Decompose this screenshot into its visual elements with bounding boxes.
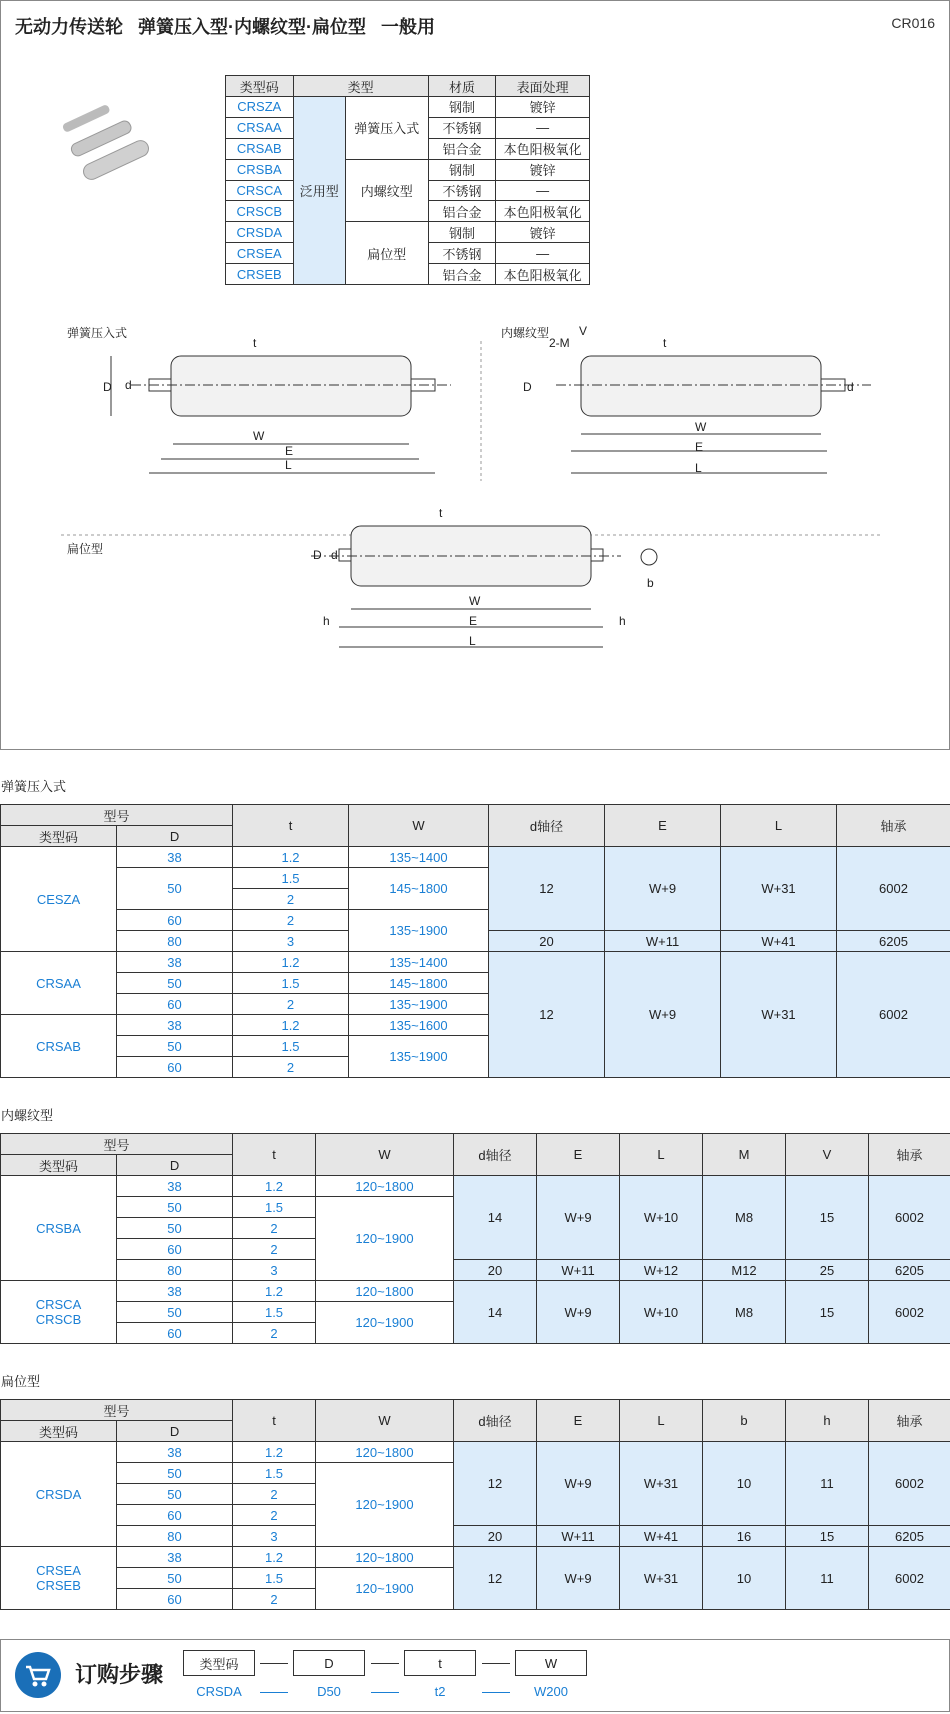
type-code[interactable]: CRSAB [1,1015,117,1078]
cell-t: 3 [233,1260,316,1281]
cell-D: 38 [117,952,233,973]
order-value-code: CRSDA [196,1684,242,1699]
cell-t: 3 [233,1526,316,1547]
spring-spec-table [0,804,950,1078]
subtype-cell: 弹簧压入式 [345,97,428,160]
cell-D: 60 [117,1589,233,1610]
cell-E: W+11 [537,1526,620,1547]
th-code: 类型码 [1,1155,117,1176]
finish-cell: 本色阳极氧化 [496,138,590,159]
cell-E: W+9 [537,1547,620,1610]
cell-D: 80 [117,931,233,952]
cell-D: 80 [117,1260,233,1281]
dim-b: b [647,576,654,590]
dim-E: E [285,444,294,458]
material-cell: 不锈钢 [428,117,496,138]
order-label-W: W [515,1650,587,1676]
cell-W: 120~1900 [316,1197,454,1281]
cell-D: 60 [117,994,233,1015]
th-D: D [117,1155,233,1176]
cell-E: W+9 [537,1442,620,1526]
dim-h: h [619,614,626,628]
cell-d: 12 [454,1442,537,1526]
cell-t: 2 [233,1484,316,1505]
cell-t: 1.2 [233,1442,316,1463]
cell-W: 135~1400 [349,952,489,973]
th-bearing: 轴承 [869,1400,950,1442]
th-code: 类型码 [1,1421,117,1442]
dim-W: W [469,594,481,608]
cell-W: 120~1900 [316,1302,454,1344]
dim-W: W [253,429,265,443]
cell-D: 80 [117,1526,233,1547]
order-value-D: D50 [317,1684,341,1699]
dim-t: t [663,336,667,350]
order-steps-panel [0,1639,950,1712]
dim-E: E [469,614,478,628]
dim-d: d [847,380,854,394]
cell-bearing: 6002 [869,1281,950,1344]
cell-W: 120~1800 [316,1281,454,1302]
dim-L: L [469,634,476,648]
cell-V: 25 [786,1260,869,1281]
thread-roller-drawing [523,324,871,475]
cell-D: 50 [117,1197,233,1218]
cell-t: 1.2 [233,952,349,973]
dim-d: d [125,378,132,392]
cell-D: 50 [117,973,233,994]
drawing-label-spring: 弹簧压入式 [67,326,128,340]
th-D: D [117,826,233,847]
cell-D: 38 [117,1547,233,1568]
cell-t: 2 [233,889,349,910]
order-label-code: 类型码 [183,1650,255,1676]
finish-cell: 本色阳极氧化 [496,201,590,222]
cell-L: W+10 [620,1176,703,1260]
dim-V: V [579,324,588,338]
page-title: 无动力传送轮 弹簧压入型·内螺纹型·扁位型 一般用 [15,17,435,37]
cell-E: W+9 [605,847,721,931]
cell-E: W+9 [605,952,721,1078]
th-material: 材质 [428,76,496,97]
header-panel [0,0,950,750]
section-thread-title: 内螺纹型 [1,1108,54,1123]
finish-cell: — [496,180,590,201]
type-code[interactable]: CRSDA [1,1442,117,1547]
th-D: D [117,1421,233,1442]
cell-d: 20 [489,931,605,952]
cell-t: 1.5 [233,868,349,889]
cell-d: 20 [454,1260,537,1281]
th-code: 类型码 [1,826,117,847]
drawings [1,301,949,741]
type-code[interactable]: CRSEB [226,264,294,285]
dim-d: d [331,548,338,562]
subtype-cell: 内螺纹型 [345,159,428,222]
th-t: t [233,805,349,847]
cell-b: 10 [703,1547,786,1610]
th-L: L [721,805,837,847]
cell-t: 1.2 [233,1281,316,1302]
material-cell: 钢制 [428,222,496,243]
cell-D: 60 [117,1239,233,1260]
cell-D: 50 [117,1036,233,1057]
th-W: W [316,1134,454,1176]
product-photo [51,96,171,186]
material-cell: 铝合金 [428,201,496,222]
cell-L: W+10 [620,1281,703,1344]
order-value-W: W200 [534,1684,568,1699]
cell-t: 1.5 [233,1302,316,1323]
material-cell: 不锈钢 [428,243,496,264]
cell-D: 60 [117,910,233,931]
cell-d: 14 [454,1281,537,1344]
cell-D: 60 [117,1323,233,1344]
cell-E: W+9 [537,1176,620,1260]
cell-d: 12 [489,847,605,931]
cell-D: 60 [117,1505,233,1526]
cell-D: 50 [117,1218,233,1239]
cell-W: 135~1400 [349,847,489,868]
type-code: CRSEA [36,1563,81,1578]
cell-V: 15 [786,1176,869,1260]
dim-D: D [103,380,112,394]
th-model: 型号 [1,1400,233,1421]
type-code: CRSCA [35,1297,82,1312]
drawing-label-thread: 内螺纹型 [501,326,550,340]
th-L: L [620,1134,703,1176]
cell-t: 3 [233,931,349,952]
th-h: h [786,1400,869,1442]
cell-t: 2 [233,1057,349,1078]
cell-W: 120~1800 [316,1547,454,1568]
flat-roller-drawing [311,506,657,648]
type-code[interactable] [1,1547,117,1610]
cell-t: 2 [233,1218,316,1239]
cell-D: 50 [117,1302,233,1323]
th-W: W [316,1400,454,1442]
cell-D: 38 [117,1176,233,1197]
cell-D: 60 [117,1057,233,1078]
finish-cell: 镀锌 [496,159,590,180]
cell-bearing: 6002 [869,1176,950,1260]
cell-V: 15 [786,1281,869,1344]
cell-bearing: 6002 [837,847,950,931]
cell-W: 135~1600 [349,1015,489,1036]
th-E: E [605,805,721,847]
cell-E: W+11 [605,931,721,952]
cell-L: W+31 [620,1442,703,1526]
cell-M: M8 [703,1176,786,1260]
cell-h: 15 [786,1526,869,1547]
cell-D: 38 [117,847,233,868]
cell-L: W+12 [620,1260,703,1281]
material-cell: 不锈钢 [428,180,496,201]
th-V: V [786,1134,869,1176]
flat-spec-table [0,1399,950,1610]
cell-L: W+31 [721,952,837,1078]
th-E: E [537,1400,620,1442]
cell-W: 135~1900 [349,994,489,1015]
type-code[interactable]: CRSEA [226,243,294,264]
dim-t: t [439,506,443,520]
cell-d: 12 [489,952,605,1078]
cell-D: 38 [117,1442,233,1463]
material-cell: 铝合金 [428,138,496,159]
dim-E: E [695,440,704,454]
th-d: d轴径 [454,1134,537,1176]
th-finish: 表面处理 [496,76,590,97]
th-type: 类型 [293,76,428,97]
cell-t: 1.2 [233,1547,316,1568]
type-code[interactable]: CRSBA [226,159,294,180]
cell-bearing: 6002 [837,952,950,1078]
cell-h: 11 [786,1442,869,1526]
type-code[interactable]: CRSAA [1,952,117,1015]
type-code: CRSCB [35,1312,82,1327]
dim-t: t [253,336,257,350]
th-L: L [620,1400,703,1442]
cell-W: 135~1900 [349,910,489,952]
cell-b: 10 [703,1442,786,1526]
type-code[interactable]: CRSBA [1,1176,117,1281]
th-model: 型号 [1,805,233,826]
cell-t: 1.5 [233,973,349,994]
cell-t: 1.2 [233,1176,316,1197]
finish-cell: — [496,243,590,264]
cell-t: 1.5 [233,1568,316,1589]
roller-image [62,104,151,182]
category-cell: 泛用型 [293,97,345,285]
cell-E: W+11 [537,1260,620,1281]
type-code: CRSEB [36,1578,81,1593]
subtype-cell: 扁位型 [345,222,428,285]
material-cell: 钢制 [428,97,496,118]
th-bearing: 轴承 [837,805,950,847]
type-code[interactable]: CRSZA [226,97,294,118]
cell-L: W+41 [620,1526,703,1547]
section-spring-title: 弹簧压入式 [1,779,67,794]
finish-cell: 镀锌 [496,222,590,243]
th-t: t [233,1134,316,1176]
th-t: t [233,1400,316,1442]
order-label-t: t [404,1650,476,1676]
th-W: W [349,805,489,847]
cell-d: 12 [454,1547,537,1610]
finish-cell: 本色阳极氧化 [496,264,590,285]
cell-t: 1.5 [233,1036,349,1057]
cell-bearing: 6002 [869,1547,950,1610]
type-code[interactable]: CRSCB [226,201,294,222]
type-table [225,75,590,285]
type-code[interactable]: CRSCA [226,180,294,201]
cart-icon [15,1652,61,1698]
material-cell: 铝合金 [428,264,496,285]
cell-E: W+9 [537,1281,620,1344]
cell-t: 1.5 [233,1463,316,1484]
cell-d: 14 [454,1176,537,1260]
thread-spec-table [0,1133,950,1344]
cell-bearing: 6002 [869,1442,950,1526]
cell-t: 1.2 [233,1015,349,1036]
cell-W: 120~1900 [316,1463,454,1547]
page-code: CR016 [891,15,935,31]
cell-t: 2 [233,1239,316,1260]
cell-W: 135~1900 [349,1036,489,1078]
cell-W: 120~1900 [316,1568,454,1610]
cell-L: W+41 [721,931,837,952]
cell-W: 120~1800 [316,1176,454,1197]
cell-M: M12 [703,1260,786,1281]
dim-W: W [695,420,707,434]
cell-L: W+31 [620,1547,703,1610]
cell-W: 145~1800 [349,868,489,910]
material-cell: 钢制 [428,159,496,180]
dim-L: L [285,458,292,472]
dim-D: D [523,380,532,394]
cell-D: 50 [117,868,233,910]
th-b: b [703,1400,786,1442]
dim-h: h [323,614,330,628]
section-flat-title: 扁位型 [1,1374,41,1389]
cell-h: 11 [786,1547,869,1610]
dim-2M: 2-M [549,336,570,350]
cell-W: 145~1800 [349,973,489,994]
drawing-label-flat: 扁位型 [67,542,104,556]
cell-b: 16 [703,1526,786,1547]
spring-roller-drawing [103,336,451,473]
cell-t: 2 [233,1589,316,1610]
th-d: d轴径 [489,805,605,847]
cell-t: 1.5 [233,1197,316,1218]
dim-D: D [313,548,322,562]
cell-t: 2 [233,910,349,931]
finish-cell: — [496,117,590,138]
finish-cell: 镀锌 [496,97,590,118]
cell-t: 2 [233,1323,316,1344]
th-d: d轴径 [454,1400,537,1442]
cell-t: 1.2 [233,847,349,868]
cell-t: 2 [233,994,349,1015]
cell-M: M8 [703,1281,786,1344]
th-bearing: 轴承 [869,1134,950,1176]
cell-d: 20 [454,1526,537,1547]
type-code[interactable] [1,1281,117,1344]
type-code[interactable]: CESZA [1,847,117,952]
cell-D: 50 [117,1568,233,1589]
order-title: 订购步骤 [75,1662,164,1687]
cell-t: 2 [233,1505,316,1526]
cell-bearing: 6205 [837,931,950,952]
th-code: 类型码 [226,76,294,97]
type-code[interactable]: CRSAA [226,117,294,138]
type-code[interactable]: CRSAB [226,138,294,159]
dim-L: L [695,461,702,475]
type-code[interactable]: CRSDA [226,222,294,243]
cell-W: 120~1800 [316,1442,454,1463]
order-value-t: t2 [434,1684,446,1699]
cell-D: 50 [117,1463,233,1484]
order-label-D: D [293,1650,365,1676]
th-E: E [537,1134,620,1176]
cell-D: 38 [117,1015,233,1036]
cell-D: 50 [117,1484,233,1505]
cell-bearing: 6205 [869,1526,950,1547]
th-M: M [703,1134,786,1176]
th-model: 型号 [1,1134,233,1155]
cell-D: 38 [117,1281,233,1302]
cell-L: W+31 [721,847,837,931]
cell-bearing: 6205 [869,1260,950,1281]
